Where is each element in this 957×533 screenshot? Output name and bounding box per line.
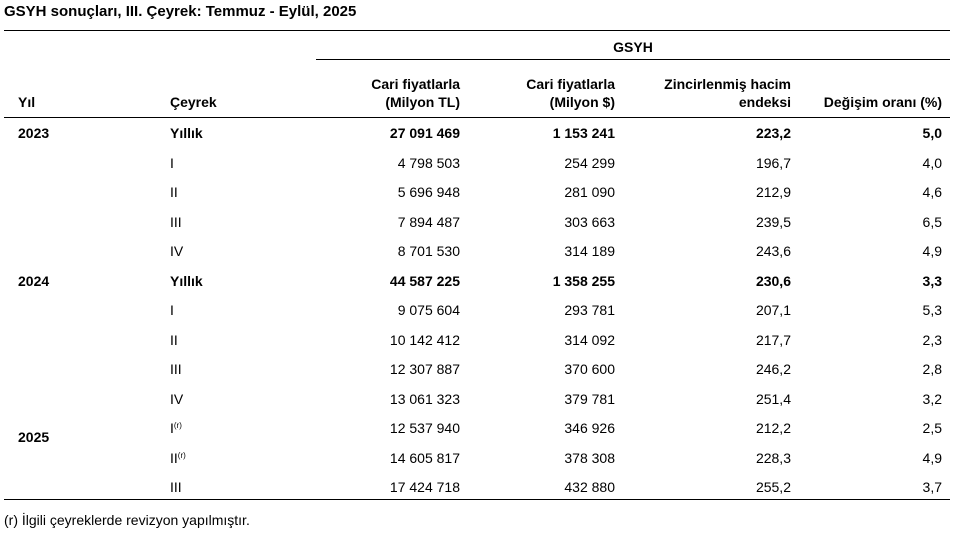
cell-quarter (170, 331, 178, 349)
cell-index: 196,7 (755, 155, 791, 171)
cell-tl: 27 091 469 (389, 125, 460, 141)
page-title: GSYH sonuçları, III. Çeyrek: Temmuz - Eylül, 2025 (4, 3, 357, 20)
year-header: Yıl (18, 94, 36, 110)
cell-tl: 12 307 887 (389, 361, 460, 377)
cell-index: 246,2 (755, 361, 791, 377)
revision-marker: (r) (177, 451, 186, 460)
cell-index: 228,3 (755, 450, 791, 466)
bottom-rule (4, 499, 950, 500)
cell-change: 5,0 (922, 125, 942, 141)
cell-usd: 346 926 (564, 420, 615, 436)
cell-tl: 9 075 604 (397, 302, 460, 318)
cell-change: 6,5 (922, 214, 942, 230)
index-header-line1: Zincirlenmiş hacim (664, 76, 791, 92)
group-rule (316, 59, 950, 60)
cell-year: 2024 (18, 273, 50, 289)
cell-quarter-label: I (170, 302, 174, 318)
cell-index: 212,2 (755, 420, 791, 436)
tl-header-line2: (Milyon TL) (385, 94, 460, 110)
cell-change: 5,3 (922, 302, 942, 318)
usd-header-line2: (Milyon $) (549, 94, 615, 110)
cell-quarter (170, 154, 174, 172)
header-rule (4, 117, 950, 118)
cell-tl: 5 696 948 (397, 184, 460, 200)
cell-index: 223,2 (755, 125, 791, 141)
cell-index: 207,1 (755, 302, 791, 318)
index-header-line2: endeksi (738, 94, 791, 110)
cell-quarter (170, 478, 182, 496)
cell-change: 2,3 (922, 332, 942, 348)
cell-change: 4,9 (922, 243, 942, 259)
cell-change: 4,0 (922, 155, 942, 171)
change-header: Değişim oranı (%) (823, 94, 942, 110)
cell-index: 212,9 (755, 184, 791, 200)
cell-usd: 314 189 (564, 243, 615, 259)
cell-quarter (170, 301, 174, 319)
tl-header-line1: Cari fiyatlarla (371, 76, 460, 92)
cell-quarter-label: II (170, 184, 178, 200)
cell-tl: 4 798 503 (397, 155, 460, 171)
cell-change: 3,7 (922, 479, 942, 495)
cell-tl: 10 142 412 (389, 332, 460, 348)
cell-usd: 314 092 (564, 332, 615, 348)
revision-marker: (r) (173, 421, 182, 430)
cell-usd: 1 358 255 (552, 273, 615, 289)
cell-quarter-label: I (170, 155, 174, 171)
cell-quarter (170, 124, 203, 142)
cell-change: 3,2 (922, 391, 942, 407)
cell-year: 2023 (18, 125, 50, 141)
quarter-header: Çeyrek (170, 94, 217, 110)
cell-quarter (170, 242, 183, 260)
cell-usd: 281 090 (564, 184, 615, 200)
top-rule (4, 30, 950, 31)
cell-quarter-label: III (170, 214, 182, 230)
cell-index: 251,4 (755, 391, 791, 407)
cell-quarter-label: III (170, 361, 182, 377)
gsyh-group-header: GSYH (613, 39, 653, 55)
cell-usd: 370 600 (564, 361, 615, 377)
cell-index: 243,6 (755, 243, 791, 259)
cell-usd: 1 153 241 (552, 125, 615, 141)
cell-usd: 432 880 (564, 479, 615, 495)
cell-quarter-label: II (170, 450, 178, 466)
cell-tl: 44 587 225 (389, 273, 460, 289)
cell-quarter-label: II (170, 332, 178, 348)
usd-header-line1: Cari fiyatlarla (526, 76, 615, 92)
cell-change: 3,3 (922, 273, 942, 289)
cell-index: 230,6 (755, 273, 791, 289)
cell-index: 255,2 (755, 479, 791, 495)
cell-tl: 8 701 530 (397, 243, 460, 259)
cell-quarter-label: IV (170, 243, 184, 259)
cell-quarter-label: Yıllık (170, 273, 203, 289)
cell-change: 4,6 (922, 184, 942, 200)
cell-tl: 17 424 718 (389, 479, 460, 495)
cell-quarter-label: III (170, 479, 182, 495)
cell-tl: 14 605 817 (389, 450, 460, 466)
cell-tl: 7 894 487 (397, 214, 460, 230)
cell-usd: 293 781 (564, 302, 615, 318)
cell-tl: 12 537 940 (389, 420, 460, 436)
cell-quarter (170, 183, 178, 201)
cell-usd: 303 663 (564, 214, 615, 230)
cell-quarter (170, 360, 182, 378)
cell-index: 217,7 (755, 332, 791, 348)
year-2025-label: 2025 (18, 429, 50, 445)
cell-quarter (170, 419, 182, 437)
cell-index: 239,5 (755, 214, 791, 230)
footnote: (r) İlgili çeyreklerde revizyon yapılmıştır. (4, 512, 250, 528)
cell-change: 2,5 (922, 420, 942, 436)
cell-usd: 254 299 (564, 155, 615, 171)
cell-change: 4,9 (922, 450, 942, 466)
cell-usd: 378 308 (564, 450, 615, 466)
cell-quarter (170, 272, 203, 290)
cell-quarter-label: IV (170, 391, 184, 407)
cell-change: 2,8 (922, 361, 942, 377)
cell-usd: 379 781 (564, 391, 615, 407)
cell-quarter-label: I (170, 420, 174, 436)
cell-quarter (170, 390, 183, 408)
cell-quarter-label: Yıllık (170, 125, 203, 141)
cell-tl: 13 061 323 (389, 391, 460, 407)
cell-quarter (170, 213, 182, 231)
cell-quarter (170, 449, 186, 467)
